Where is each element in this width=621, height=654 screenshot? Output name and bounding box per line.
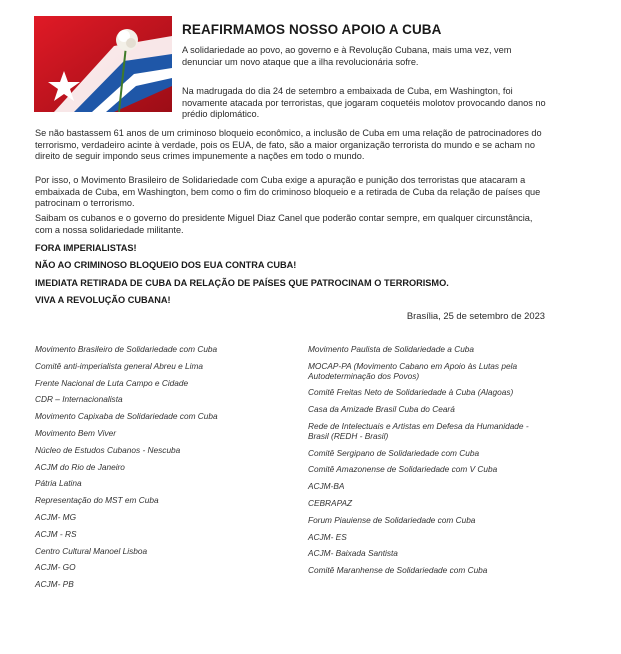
slogan: VIVA A REVOLUÇÃO CUBANA! — [35, 295, 171, 305]
signatory: ACJM - RS — [35, 528, 77, 539]
signatory: Movimento Brasileiro de Solidariedade com Cuba — [35, 344, 218, 354]
paragraph-demands: Por isso, o Movimento Brasileiro de Solidariedade com Cuba exige a apuração e punição dos terroristas que atacaram a embaixada de Cuba, em Washington, bem como o fim do criminoso bloqueio e a retirada de Cuba da relação de países que patrocinam o terrorismo. — [35, 175, 541, 209]
document-date: Brasília, 25 de setembro de 2023 — [406, 310, 545, 321]
signatory: Movimento Paulista de Solidariedade a Cuba — [308, 344, 475, 354]
signatory: Movimento Bem Viver — [35, 427, 116, 438]
signatory: Rede de Intelectuais e Artistas em Defesa da Humanidade - Brasil (REDH - Brasil) — [308, 420, 529, 441]
signatory: CEBRAPAZ — [308, 497, 353, 508]
paragraph-blockade: Se não bastassem 61 anos de um criminoso bloqueio econômico, a inclusão de Cuba em uma relação de patrocinadores do terrorismo, verdadeiro acinte à verdade, pois os EUA, de fato, são a maior organização terrorista do mundo e se acham no direito de seguir impondo seus crimes impunemente a nações em todo o mundo. — [35, 128, 542, 162]
cuban-flag-rose-photo — [34, 16, 172, 112]
paragraph-attack: Na madrugada do dia 24 de setembro a embaixada de Cuba, em Washington, foi novamente atacada por terroristas, que jogaram coquetéis molotov provocando danos no prédio diplomático. — [182, 86, 546, 120]
slogan: NÃO AO CRIMINOSO BLOQUEIO DOS EUA CONTRA CUBA! — [35, 260, 297, 270]
document-title: REAFIRMAMOS NOSSO APOIO A CUBA — [182, 22, 442, 37]
signatory: Centro Cultural Manoel Lisboa — [35, 545, 148, 556]
signatory: ACJM- GO — [35, 562, 76, 573]
signatory: ACJM- ES — [308, 531, 347, 542]
signatory: ACJM-BA — [308, 481, 345, 492]
signatories-right-column — [308, 345, 548, 576]
slogan: IMEDIATA RETIRADA DE CUBA DA RELAÇÃO DE PAÍSES QUE PATROCINAM O TERRORISMO. — [35, 278, 449, 288]
signatory: MOCAP-PA (Movimento Cabano em Apoio às Lutas pela Autodeterminação dos Povos) — [308, 360, 518, 381]
signatory: Frente Nacional de Luta Campo e Cidade — [35, 377, 189, 388]
signatory: Casa da Amizade Brasil Cuba do Ceará — [308, 404, 455, 415]
signatory: Comitê Amazonense de Solidariedade com V Cuba — [308, 464, 498, 475]
signatories-left-column — [35, 345, 270, 590]
signatory: Pátria Latina — [35, 478, 82, 489]
signatory: Comitê anti-imperialista general Abreu e Lima — [35, 360, 204, 371]
signatory: ACJM- PB — [35, 579, 74, 590]
signatory: Comitê Maranhense de Solidariedade com Cuba — [308, 565, 488, 576]
paragraph-solidarity: Saibam os cubanos e o governo do presidente Miguel Diaz Canel que poderão contar sempre, em qualquer circunstância, com a nossa solidariedade militante. — [35, 213, 533, 235]
signatory: ACJM- Baixada Santista — [308, 548, 398, 559]
signatory: CDR – Internacionalista — [35, 394, 123, 405]
signatory: Núcleo de Estudos Cubanos - Nescuba — [35, 444, 181, 455]
signatory: Movimento Capixaba de Solidariedade com Cuba — [35, 411, 218, 422]
flag-image — [34, 16, 172, 112]
paragraph-intro: A solidariedade ao povo, ao governo e à Revolução Cubana, mais uma vez, vem denunciar um novo ataque que a ilha revolucionária sofre. — [182, 45, 512, 67]
signatory: Comitê Sergipano de Solidariedade com Cuba — [308, 447, 480, 458]
signatory: Comitê Freitas Neto de Solidariedade à Cuba (Alagoas) — [308, 387, 514, 398]
signatory: ACJM do Rio de Janeiro — [35, 461, 125, 472]
slogan: FORA IMPERIALISTAS! — [35, 243, 137, 253]
signatory: ACJM- MG — [35, 511, 77, 522]
signatory: Representação do MST em Cuba — [35, 495, 159, 506]
signatory: Forum Piauiense de Solidariedade com Cuba — [308, 514, 476, 525]
